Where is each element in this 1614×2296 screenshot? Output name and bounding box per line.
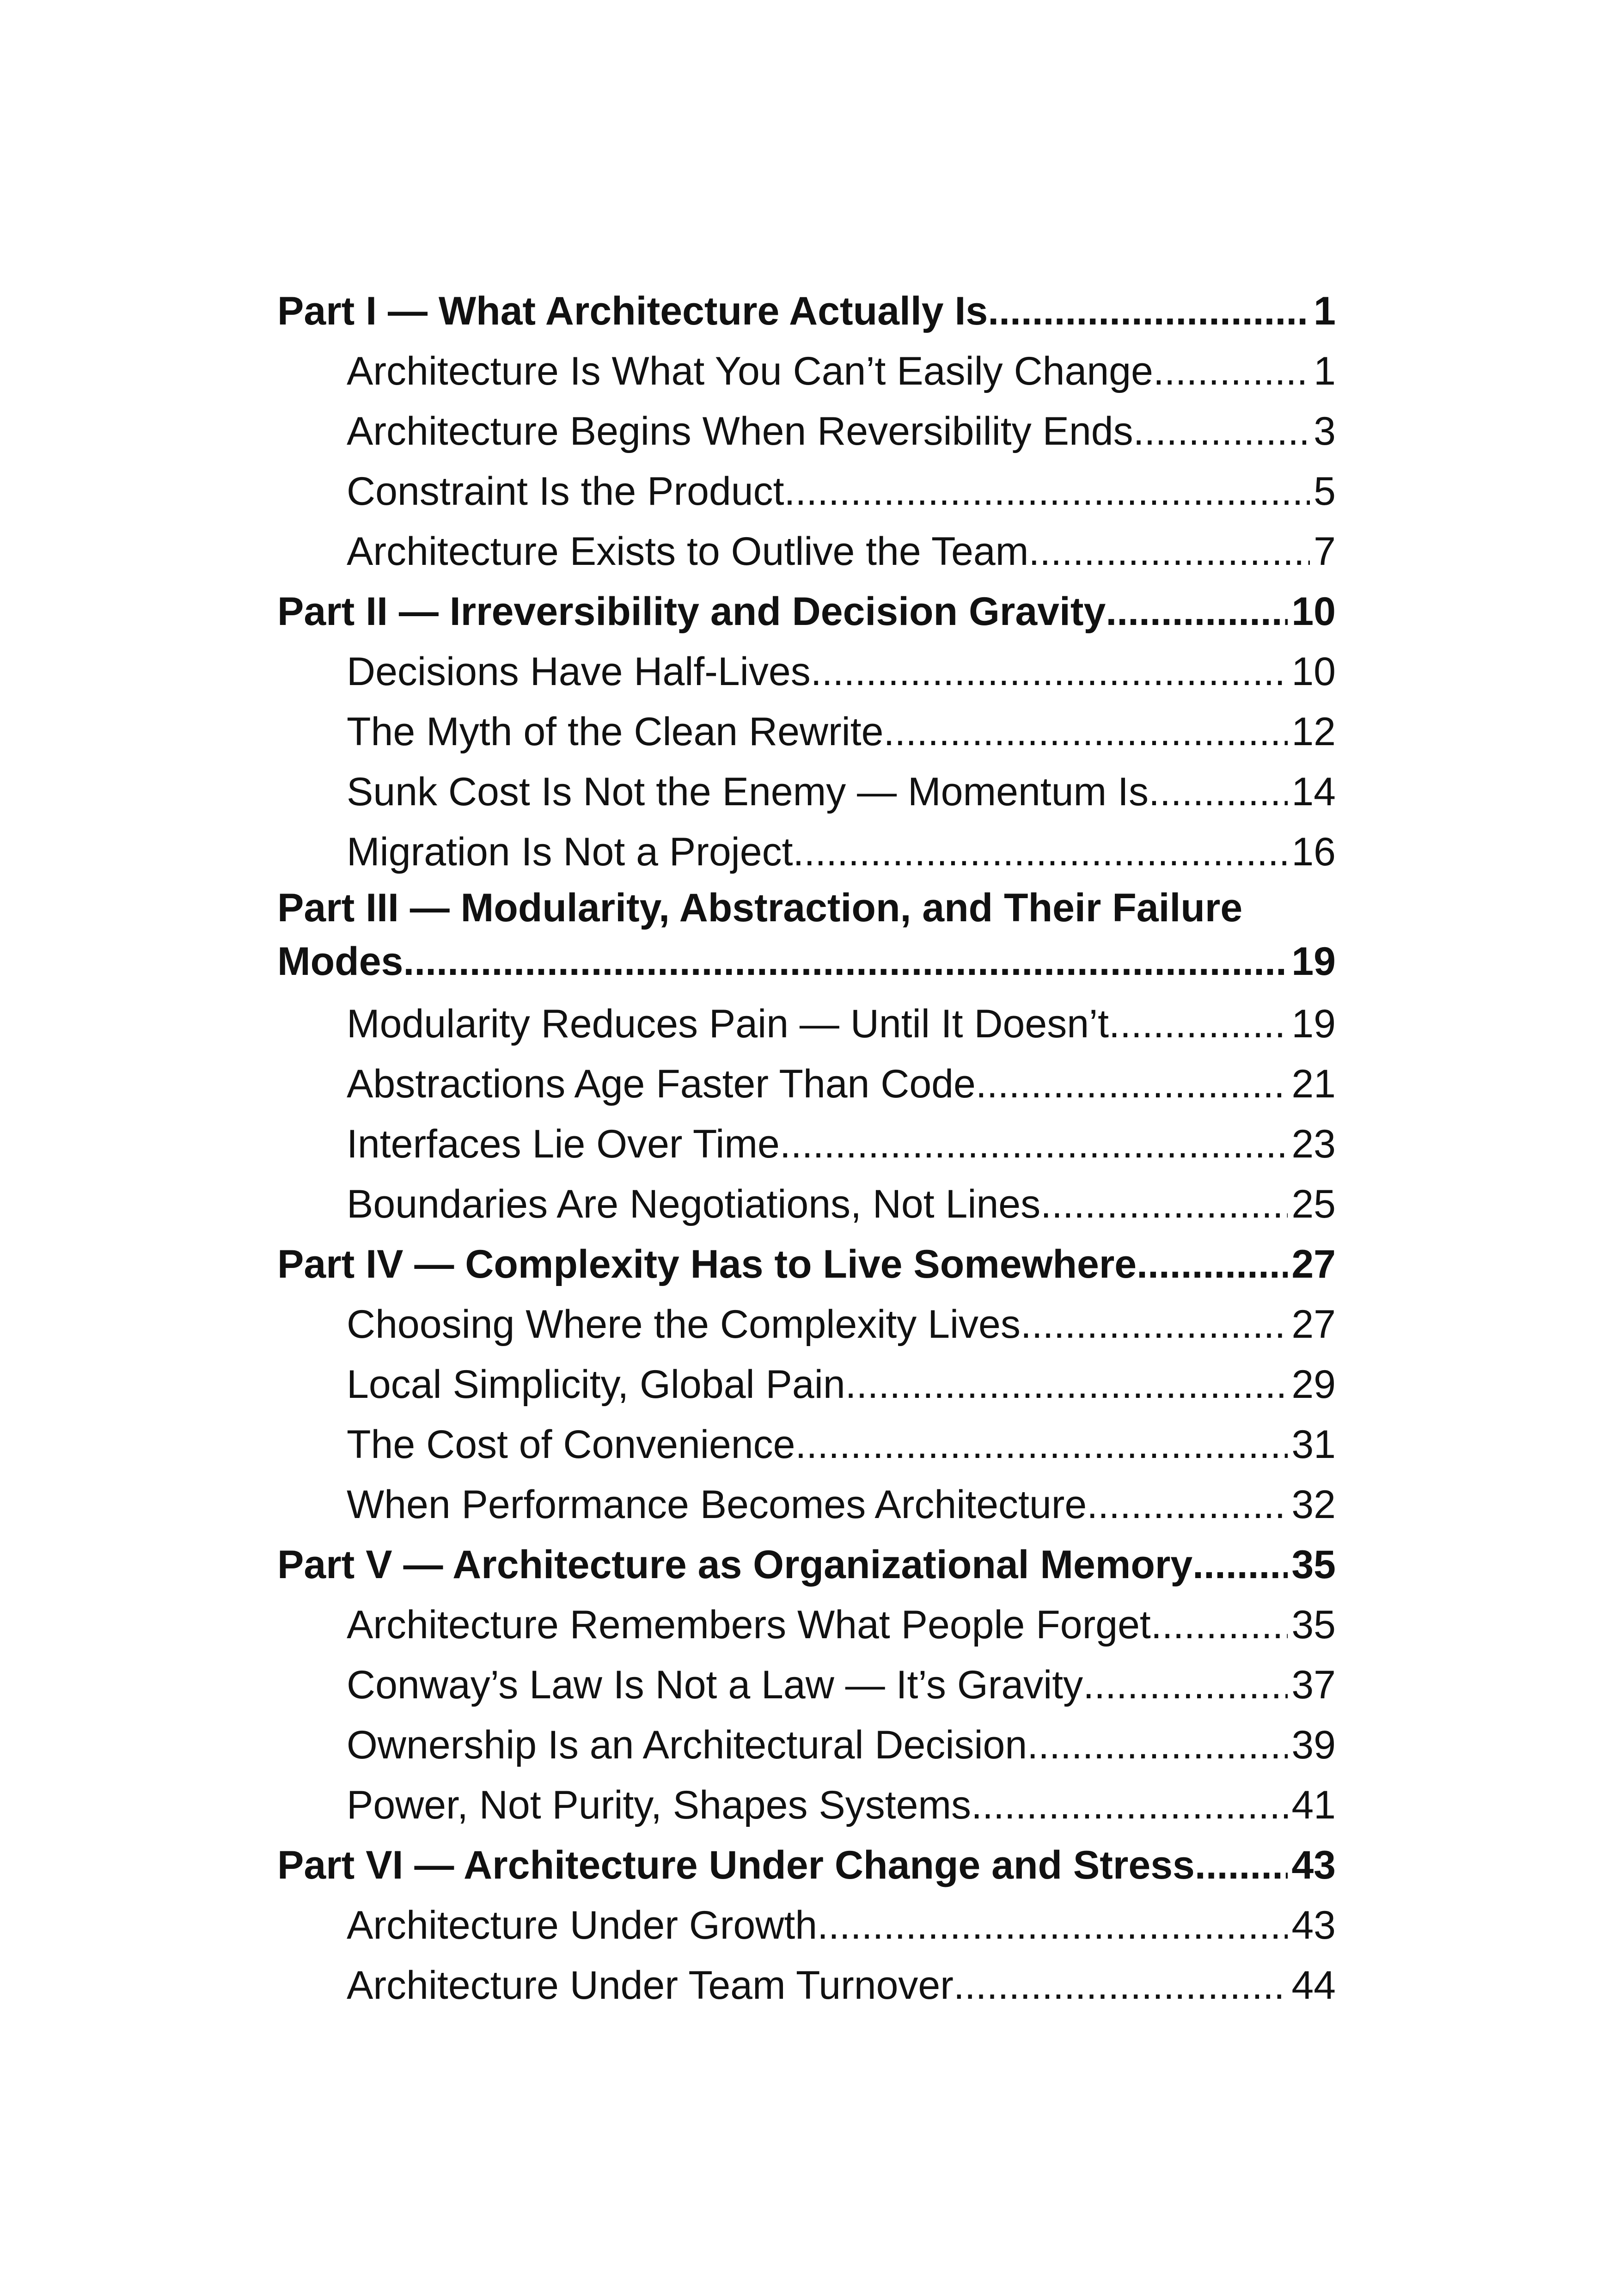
toc-part-entry[interactable] <box>277 281 1336 341</box>
toc-page-number: 35 <box>1291 1543 1336 1587</box>
toc-part-entry[interactable] <box>277 1234 1336 1294</box>
toc-chapter-title: Ownership Is an Architectural Decision <box>347 1723 1027 1767</box>
toc-page-number: 31 <box>1291 1422 1336 1467</box>
dot-leader <box>1027 1715 1288 1775</box>
toc-chapter-title: Boundaries Are Negotiations, Not Lines <box>347 1182 1041 1226</box>
dot-leader <box>971 1775 1288 1835</box>
dot-leader <box>1028 521 1310 582</box>
dot-leader <box>1083 1655 1288 1715</box>
toc-page-number: 39 <box>1291 1723 1336 1767</box>
dot-leader <box>1021 1294 1288 1354</box>
toc-part-title: Part III — Modularity, Abstraction, and Their Failure <box>277 886 1243 930</box>
toc-chapter-entry[interactable] <box>277 1955 1336 2015</box>
toc-chapter-entry[interactable] <box>277 341 1336 401</box>
toc-part-entry[interactable] <box>277 1835 1336 1895</box>
toc-chapter-entry[interactable] <box>277 1294 1336 1354</box>
toc-page-number: 1 <box>1314 289 1336 333</box>
dot-leader <box>780 1114 1288 1174</box>
toc-page-number: 14 <box>1291 770 1336 814</box>
toc-chapter-title: Constraint Is the Product <box>347 469 784 514</box>
toc-chapter-title: When Performance Becomes Architecture <box>347 1482 1087 1527</box>
toc-chapter-entry[interactable] <box>277 1895 1336 1955</box>
toc-chapter-entry[interactable] <box>277 1114 1336 1174</box>
toc-page-number: 41 <box>1291 1783 1336 1827</box>
toc-part-entry[interactable] <box>277 1535 1336 1595</box>
toc-chapter-entry[interactable] <box>277 1414 1336 1475</box>
dot-leader <box>1106 582 1288 642</box>
dot-leader <box>795 1414 1288 1475</box>
toc-part-entry[interactable] <box>277 882 1336 994</box>
toc-page-number: 29 <box>1291 1362 1336 1407</box>
dot-leader <box>1151 1595 1288 1655</box>
toc-page-number: 5 <box>1314 469 1336 514</box>
toc-part-title: Part VI — Architecture Under Change and Stress <box>277 1843 1195 1887</box>
toc-chapter-title: Modularity Reduces Pain — Until It Doesn’t <box>347 1002 1109 1046</box>
toc-page-number: 16 <box>1291 830 1336 874</box>
toc-chapter-entry[interactable] <box>277 461 1336 521</box>
toc-chapter-entry[interactable] <box>277 521 1336 582</box>
table-of-contents <box>277 281 1336 2015</box>
dot-leader <box>1137 1234 1288 1294</box>
toc-chapter-title: Architecture Under Growth <box>347 1903 818 1947</box>
toc-part-entry[interactable] <box>277 582 1336 642</box>
toc-chapter-entry[interactable] <box>277 762 1336 822</box>
toc-chapter-entry[interactable] <box>277 1775 1336 1835</box>
toc-chapter-title: Architecture Is What You Can’t Easily Change <box>347 349 1153 393</box>
dot-leader <box>1192 1535 1288 1595</box>
dot-leader <box>1087 1475 1288 1535</box>
toc-page-number: 19 <box>1291 1002 1336 1046</box>
toc-page-number: 37 <box>1291 1663 1336 1707</box>
toc-chapter-title: Interfaces Lie Over Time <box>347 1122 780 1166</box>
toc-chapter-entry[interactable] <box>277 1174 1336 1234</box>
toc-page-number: 32 <box>1291 1482 1336 1527</box>
toc-chapter-entry[interactable] <box>277 702 1336 762</box>
dot-leader <box>845 1354 1288 1414</box>
toc-chapter-title: Architecture Exists to Outlive the Team <box>347 529 1029 574</box>
toc-chapter-entry[interactable] <box>277 642 1336 702</box>
toc-chapter-title: Architecture Remembers What People Forget <box>347 1603 1151 1647</box>
toc-chapter-entry[interactable] <box>277 994 1336 1054</box>
dot-leader <box>1153 341 1310 401</box>
toc-chapter-title: Choosing Where the Complexity Lives <box>347 1302 1021 1347</box>
toc-part-title-line2: Modes <box>277 939 404 984</box>
dot-leader <box>988 281 1310 341</box>
toc-chapter-title: Migration Is Not a Project <box>347 830 793 874</box>
toc-chapter-entry[interactable] <box>277 1595 1336 1655</box>
toc-page-number: 27 <box>1291 1242 1336 1286</box>
toc-page-number: 12 <box>1291 710 1336 754</box>
toc-page-number: 21 <box>1291 1062 1336 1106</box>
toc-chapter-entry[interactable] <box>277 822 1336 882</box>
dot-leader <box>811 642 1288 702</box>
dot-leader <box>884 702 1288 762</box>
dot-leader <box>1149 762 1288 822</box>
toc-chapter-title: The Myth of the Clean Rewrite <box>347 710 884 754</box>
toc-chapter-title: Architecture Under Team Turnover <box>347 1963 954 2008</box>
toc-page-number: 23 <box>1291 1122 1336 1166</box>
toc-page-number: 10 <box>1291 589 1336 634</box>
toc-page-number: 43 <box>1291 1843 1336 1887</box>
toc-page-number: 3 <box>1314 409 1336 453</box>
toc-page-number: 7 <box>1314 529 1336 574</box>
toc-part-title: Part II — Irreversibility and Decision Gravity <box>277 589 1106 634</box>
toc-chapter-entry[interactable] <box>277 1354 1336 1414</box>
toc-chapter-title: Architecture Begins When Reversibility Ends <box>347 409 1133 453</box>
toc-part-title: Part V — Architecture as Organizational Memory <box>277 1543 1193 1587</box>
dot-leader <box>954 1955 1288 2015</box>
toc-chapter-entry[interactable] <box>277 1655 1336 1715</box>
dot-leader <box>1109 994 1288 1054</box>
toc-chapter-title: The Cost of Convenience <box>347 1422 795 1467</box>
dot-leader <box>817 1895 1288 1955</box>
toc-part-title-continuation <box>277 934 1336 994</box>
toc-page-number: 25 <box>1291 1182 1336 1226</box>
toc-chapter-entry[interactable] <box>277 1715 1336 1775</box>
dot-leader <box>403 934 1288 989</box>
toc-chapter-title: Sunk Cost Is Not the Enemy — Momentum Is <box>347 770 1149 814</box>
toc-page-number: 10 <box>1291 649 1336 694</box>
toc-chapter-entry[interactable] <box>277 401 1336 461</box>
toc-chapter-title: Decisions Have Half-Lives <box>347 649 811 694</box>
dot-leader <box>1133 401 1310 461</box>
toc-page-number: 19 <box>1291 939 1336 984</box>
toc-chapter-title: Abstractions Age Faster Than Code <box>347 1062 976 1106</box>
toc-part-title: Part I — What Architecture Actually Is <box>277 289 988 333</box>
dot-leader <box>1195 1835 1288 1895</box>
dot-leader <box>784 461 1310 521</box>
toc-chapter-entry[interactable] <box>277 1475 1336 1535</box>
toc-chapter-title: Power, Not Purity, Shapes Systems <box>347 1783 972 1827</box>
dot-leader <box>1040 1174 1288 1234</box>
toc-part-title: Part IV — Complexity Has to Live Somewhere <box>277 1242 1137 1286</box>
toc-chapter-entry[interactable] <box>277 1054 1336 1114</box>
toc-chapter-title: Local Simplicity, Global Pain <box>347 1362 845 1407</box>
toc-page-number: 1 <box>1314 349 1336 393</box>
dot-leader <box>976 1054 1288 1114</box>
toc-chapter-title: Conway’s Law Is Not a Law — It’s Gravity <box>347 1663 1083 1707</box>
toc-page-number: 35 <box>1291 1603 1336 1647</box>
toc-page-number: 43 <box>1291 1903 1336 1947</box>
dot-leader <box>793 822 1288 882</box>
toc-page-number: 27 <box>1291 1302 1336 1347</box>
toc-page-number: 44 <box>1291 1963 1336 2008</box>
